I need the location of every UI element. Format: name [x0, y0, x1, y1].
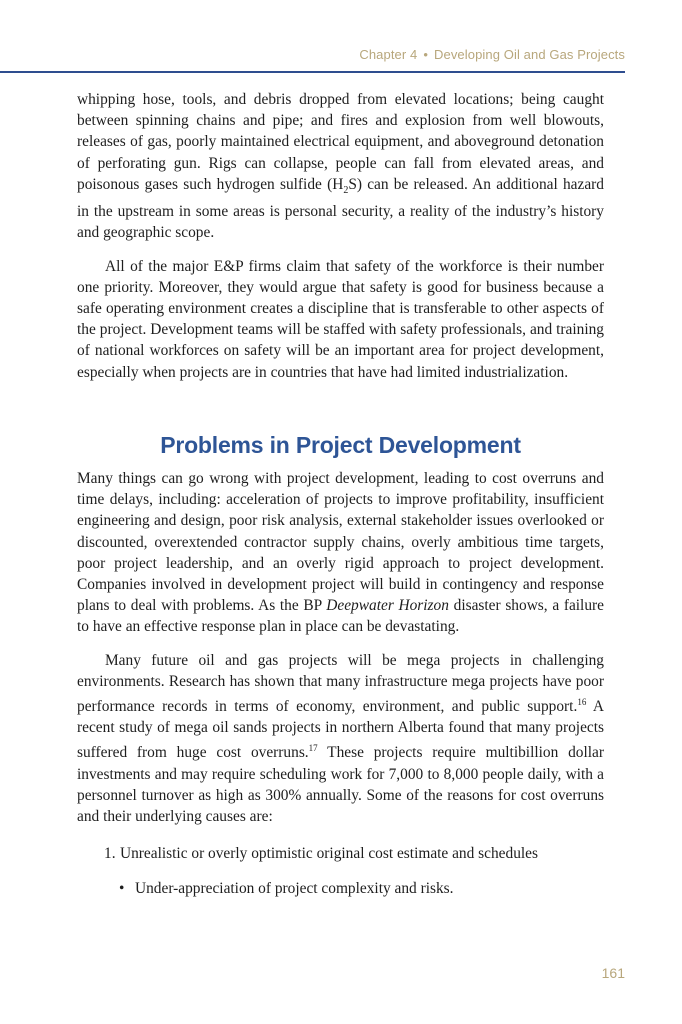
chapter-label: Chapter 4 — [359, 47, 418, 62]
italic-text: Deepwater Horizon — [326, 597, 449, 615]
paragraph-text: Many future oil and gas projects will be mega projects in challenging environments. Research has shown that many infrastructure mega projects have poor performance records in terms of economy, environment, and public support. — [77, 651, 604, 716]
paragraph-safety-hazards — [77, 89, 604, 244]
list-item-text: Unrealistic or overly optimistic original cost estimate and schedules — [120, 845, 539, 863]
paragraph-text: These projects require multibillion dollar investments and may require scheduling work for 7,000 to 8,000 people daily, with a personnel turnover as high as 300% annually. Some of the reasons for cost overruns and their underlying causes are: — [77, 744, 604, 826]
paragraph-problems — [77, 468, 604, 638]
footnote-ref-16: 16 — [577, 696, 587, 707]
paragraph-text: A recent study of mega oil sands projects in northern Alberta found that many projects suffered from huge cost overruns. — [77, 698, 604, 762]
list-number: 1. — [104, 845, 116, 863]
section-heading: Problems in Project Development — [160, 431, 521, 458]
bullet-icon: • — [119, 879, 125, 897]
paragraph-text: S) can be released. An additional hazard in the upstream in some areas is personal security, a reality of the industry’s history and geographic scope. — [77, 175, 604, 242]
paragraph-mega-projects — [77, 650, 604, 828]
page-body — [77, 89, 604, 899]
footnote-ref-17: 17 — [308, 743, 318, 754]
header-separator: • — [423, 47, 429, 62]
header-rule — [0, 71, 625, 73]
bullet-item — [77, 878, 604, 899]
page-number: 161 — [601, 965, 625, 981]
subscript: 2 — [343, 184, 349, 196]
paragraph-text: Many things can go wrong with project development, leading to cost overruns and time delays, including: acceleration of projects to improve profitability, insufficient engineering and design, poor risk analysis, external stakeholder issues overlooked or discounted, overextended contractor supply chains, overly ambitious time targets, poor project leadership, and an overly rigid approach to project development. Companies involved in development project will build in contingency and response plans to deal with problems. As the BP — [77, 469, 604, 615]
list-item — [77, 843, 604, 864]
paragraph-text: disaster shows, a failure to have an effective response plan in place can be devastating. — [77, 597, 604, 636]
paragraph-safety-priority: All of the major E&P firms claim that safety of the workforce is their number one priority. Moreover, they would argue that safety is good for business because a safe operating environment creates a discipline that is transferable to other aspects of the project. Development teams will be staffed with safety professionals, and training of national workforces on safety will be an important area for project development, especially when projects are in countries that have had limited industrialization. — [77, 257, 604, 381]
running-head — [359, 47, 625, 62]
paragraph-text: whipping hose, tools, and debris dropped from elevated locations; being caught between spinning chains and pipe; and fires and explosion from well blowouts, releases of gas, poorly maintained electrical equipment, and aboveground detonation of perforating gun. Rigs can collapse, people can fall from elevated areas, and poisonous gases such hydrogen sulfide (H — [77, 91, 604, 193]
bullet-item-text: Under-appreciation of project complexity and risks. — [135, 879, 454, 897]
chapter-title: Developing Oil and Gas Projects — [434, 47, 625, 62]
cost-overrun-list — [77, 843, 604, 898]
